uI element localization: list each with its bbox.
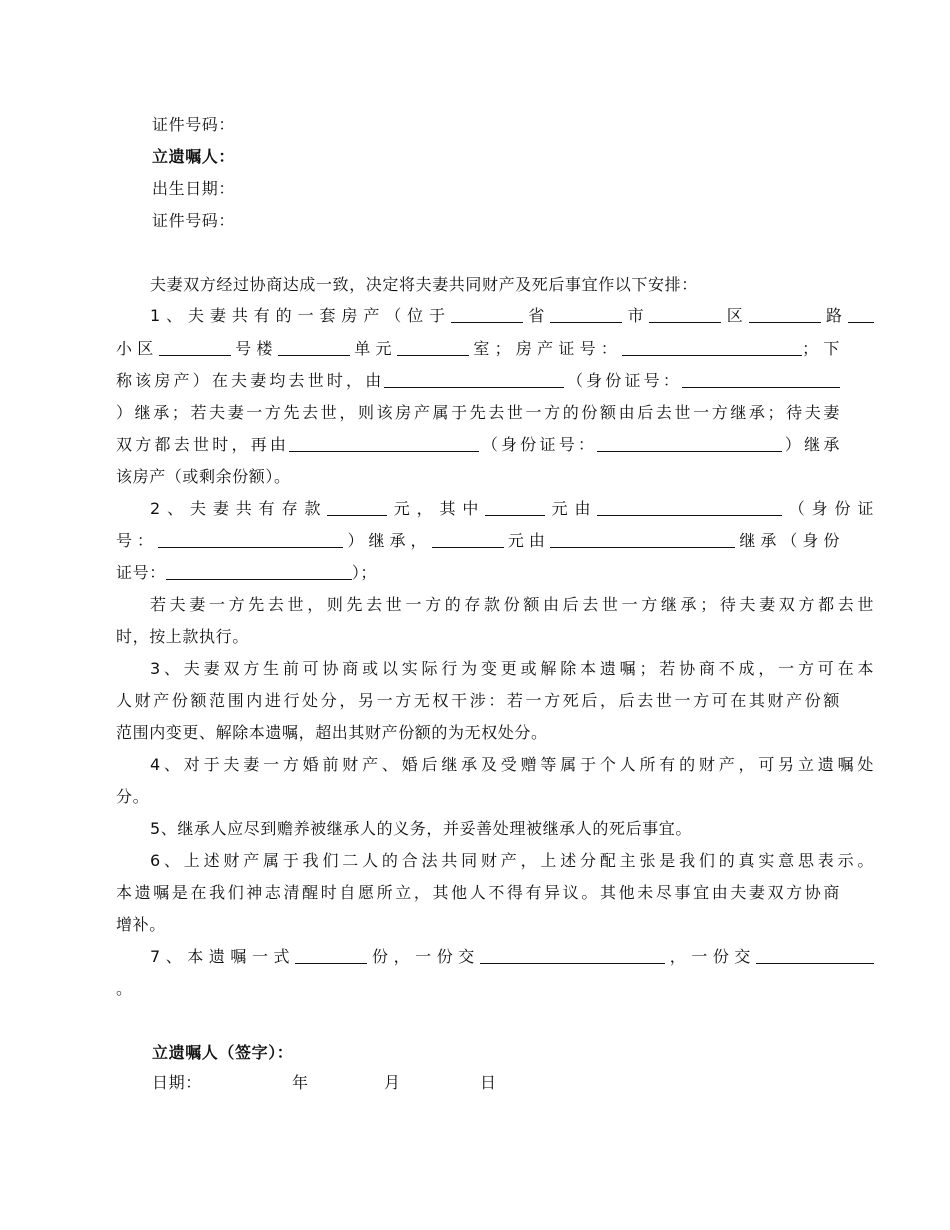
clause-1-line-1 (116, 306, 874, 326)
intro-paragraph: 夫妻双方经过协商达成一致，决定将夫妻共同财产及死后事宜作以下安排： (150, 275, 698, 294)
id-number-label-1: 证件号码： (152, 115, 236, 134)
clause-1-text: 小区 (116, 339, 159, 358)
clause-7-line-1 (116, 947, 874, 967)
clause-6-line-2: 本遗嘱是在我们神志清醒时自愿所立，其他人不得有异议。其他未尽事宜由夫妻双方协商 (116, 883, 840, 902)
clause-1-text: 双方都去世时，再由 (116, 435, 290, 454)
clause-1-text: 省 (523, 306, 551, 325)
month-label: 月 (384, 1073, 401, 1092)
clause-2-line-3 (116, 563, 840, 583)
clause-7-text: ，一份交 (664, 947, 756, 966)
blank-deposit-total[interactable] (327, 500, 387, 516)
clause-2b-line-2: 时，按上款执行。 (116, 627, 249, 646)
clause-2-text: 2、夫妻共有存款 (150, 499, 328, 518)
clause-2-text: 证号： (116, 563, 166, 582)
blank-deposit-heir-2-id[interactable] (166, 564, 352, 580)
clause-6-line-3: 增补。 (116, 915, 166, 934)
clause-2b-line-1: 若夫妻一方先去世，则先去世一方的存款份额由后去世一方继承；待夫妻双方都去世 (150, 595, 874, 614)
blank-deposit-amount-2[interactable] (432, 532, 504, 548)
blank-heir-id[interactable] (682, 372, 840, 388)
day-label: 日 (480, 1073, 497, 1092)
clause-1-text: （身份证号： (479, 435, 598, 454)
blank-deposit-heir-1-id[interactable] (158, 532, 343, 548)
signature-label: 立遗嘱人（签字）： (152, 1043, 294, 1062)
testator-heading: 立遗嘱人： (152, 147, 236, 166)
clause-1-line-4: ）继承；若夫妻一方先去世，则该房产属于先去世一方的份额由后去世一方继承；待夫妻 (116, 403, 840, 422)
clause-3-line-3: 范围内变更、解除本遗嘱，超出其财产份额的为无权处分。 (116, 723, 548, 742)
blank-final-heir-name[interactable] (289, 436, 479, 452)
date-line (116, 1073, 876, 1093)
blank-district[interactable] (749, 307, 821, 323)
blank-heir-name[interactable] (384, 372, 564, 388)
blank-copy-holder-2[interactable] (756, 948, 874, 964)
clause-1-line-6: 该房产（或剩余份额）。 (116, 467, 291, 486)
blank-room[interactable] (397, 340, 469, 356)
blank-deposit-heir-2[interactable] (550, 532, 735, 548)
clause-5: 5、继承人应尽到赡养被继承人的义务，并妥善处理被继承人的死后事宜。 (150, 819, 692, 838)
clause-1-text: ；下 (802, 339, 840, 358)
blank-copies[interactable] (295, 948, 367, 964)
clause-2-text: （身份证 (782, 499, 874, 518)
clause-1-text: 单元 (349, 339, 397, 358)
clause-1-text: 路 (820, 306, 848, 325)
clause-2-line-2 (116, 531, 840, 551)
clause-2-line-1 (116, 499, 874, 519)
clause-1-text: 室；房产证号： (468, 339, 623, 358)
clause-1-line-3 (116, 371, 840, 391)
blank-building[interactable] (159, 340, 231, 356)
clause-3-line-1: 3、夫妻双方生前可协商或以实际行为变更或解除本遗嘱；若协商不成，一方可在本 (150, 659, 874, 678)
blank-unit[interactable] (278, 340, 350, 356)
clause-1-text: 区 (721, 306, 749, 325)
clause-3-line-2: 人财产份额范围内进行处分，另一方无权干涉：若一方死后，后去世一方可在其财产份额 (116, 691, 840, 710)
blank-location[interactable] (451, 307, 523, 323)
clause-2-text: 元由 (503, 531, 550, 550)
birth-date-label: 出生日期： (152, 179, 236, 198)
clause-4-line-2: 分。 (116, 787, 150, 806)
clause-2-text: ）继承， (343, 531, 432, 550)
clause-1-text: （身份证号： (564, 371, 682, 390)
clause-2-text: 号： (116, 531, 159, 550)
year-label: 年 (292, 1073, 309, 1092)
clause-7-text: 份，一份交 (367, 947, 480, 966)
blank-property-certificate[interactable] (622, 340, 802, 356)
clause-4-line-1: 4、对于夫妻一方婚前财产、婚后继承及受赠等属于个人所有的财产，可另立遗嘱处 (150, 755, 874, 774)
date-label: 日期： (152, 1073, 202, 1092)
blank-final-heir-id[interactable] (597, 436, 782, 452)
blank-copy-holder-1[interactable] (480, 948, 665, 964)
clause-6-line-1: 6、上述财产属于我们二人的合法共同财产，上述分配主张是我们的真实意思表示。 (150, 851, 874, 870)
id-number-label-2: 证件号码： (152, 211, 236, 230)
clause-2-text: 元由 (545, 499, 598, 518)
clause-7-text: 7、本遗嘱一式 (150, 947, 296, 966)
clause-2-text: ）； (351, 563, 378, 582)
blank-deposit-amount-1[interactable] (485, 500, 545, 516)
clause-1-text: 号楼 (230, 339, 278, 358)
clause-1-text: 1、夫妻共有的一套房产（位于 (150, 306, 452, 325)
blank-province[interactable] (550, 307, 622, 323)
clause-1-text: 市 (622, 306, 650, 325)
clause-7-line-2: 。 (116, 979, 133, 998)
clause-1-line-5 (116, 435, 840, 455)
blank-deposit-heir-1[interactable] (597, 500, 782, 516)
blank-city[interactable] (649, 307, 721, 323)
clause-1-line-2 (116, 339, 840, 359)
clause-2-text: 元，其中 (387, 499, 486, 518)
clause-2-text: 继承（身份 (734, 531, 840, 550)
blank-road[interactable] (848, 307, 874, 323)
clause-1-text: ）继承 (782, 435, 840, 454)
clause-1-text: 称该房产）在夫妻均去世时，由 (116, 371, 385, 390)
